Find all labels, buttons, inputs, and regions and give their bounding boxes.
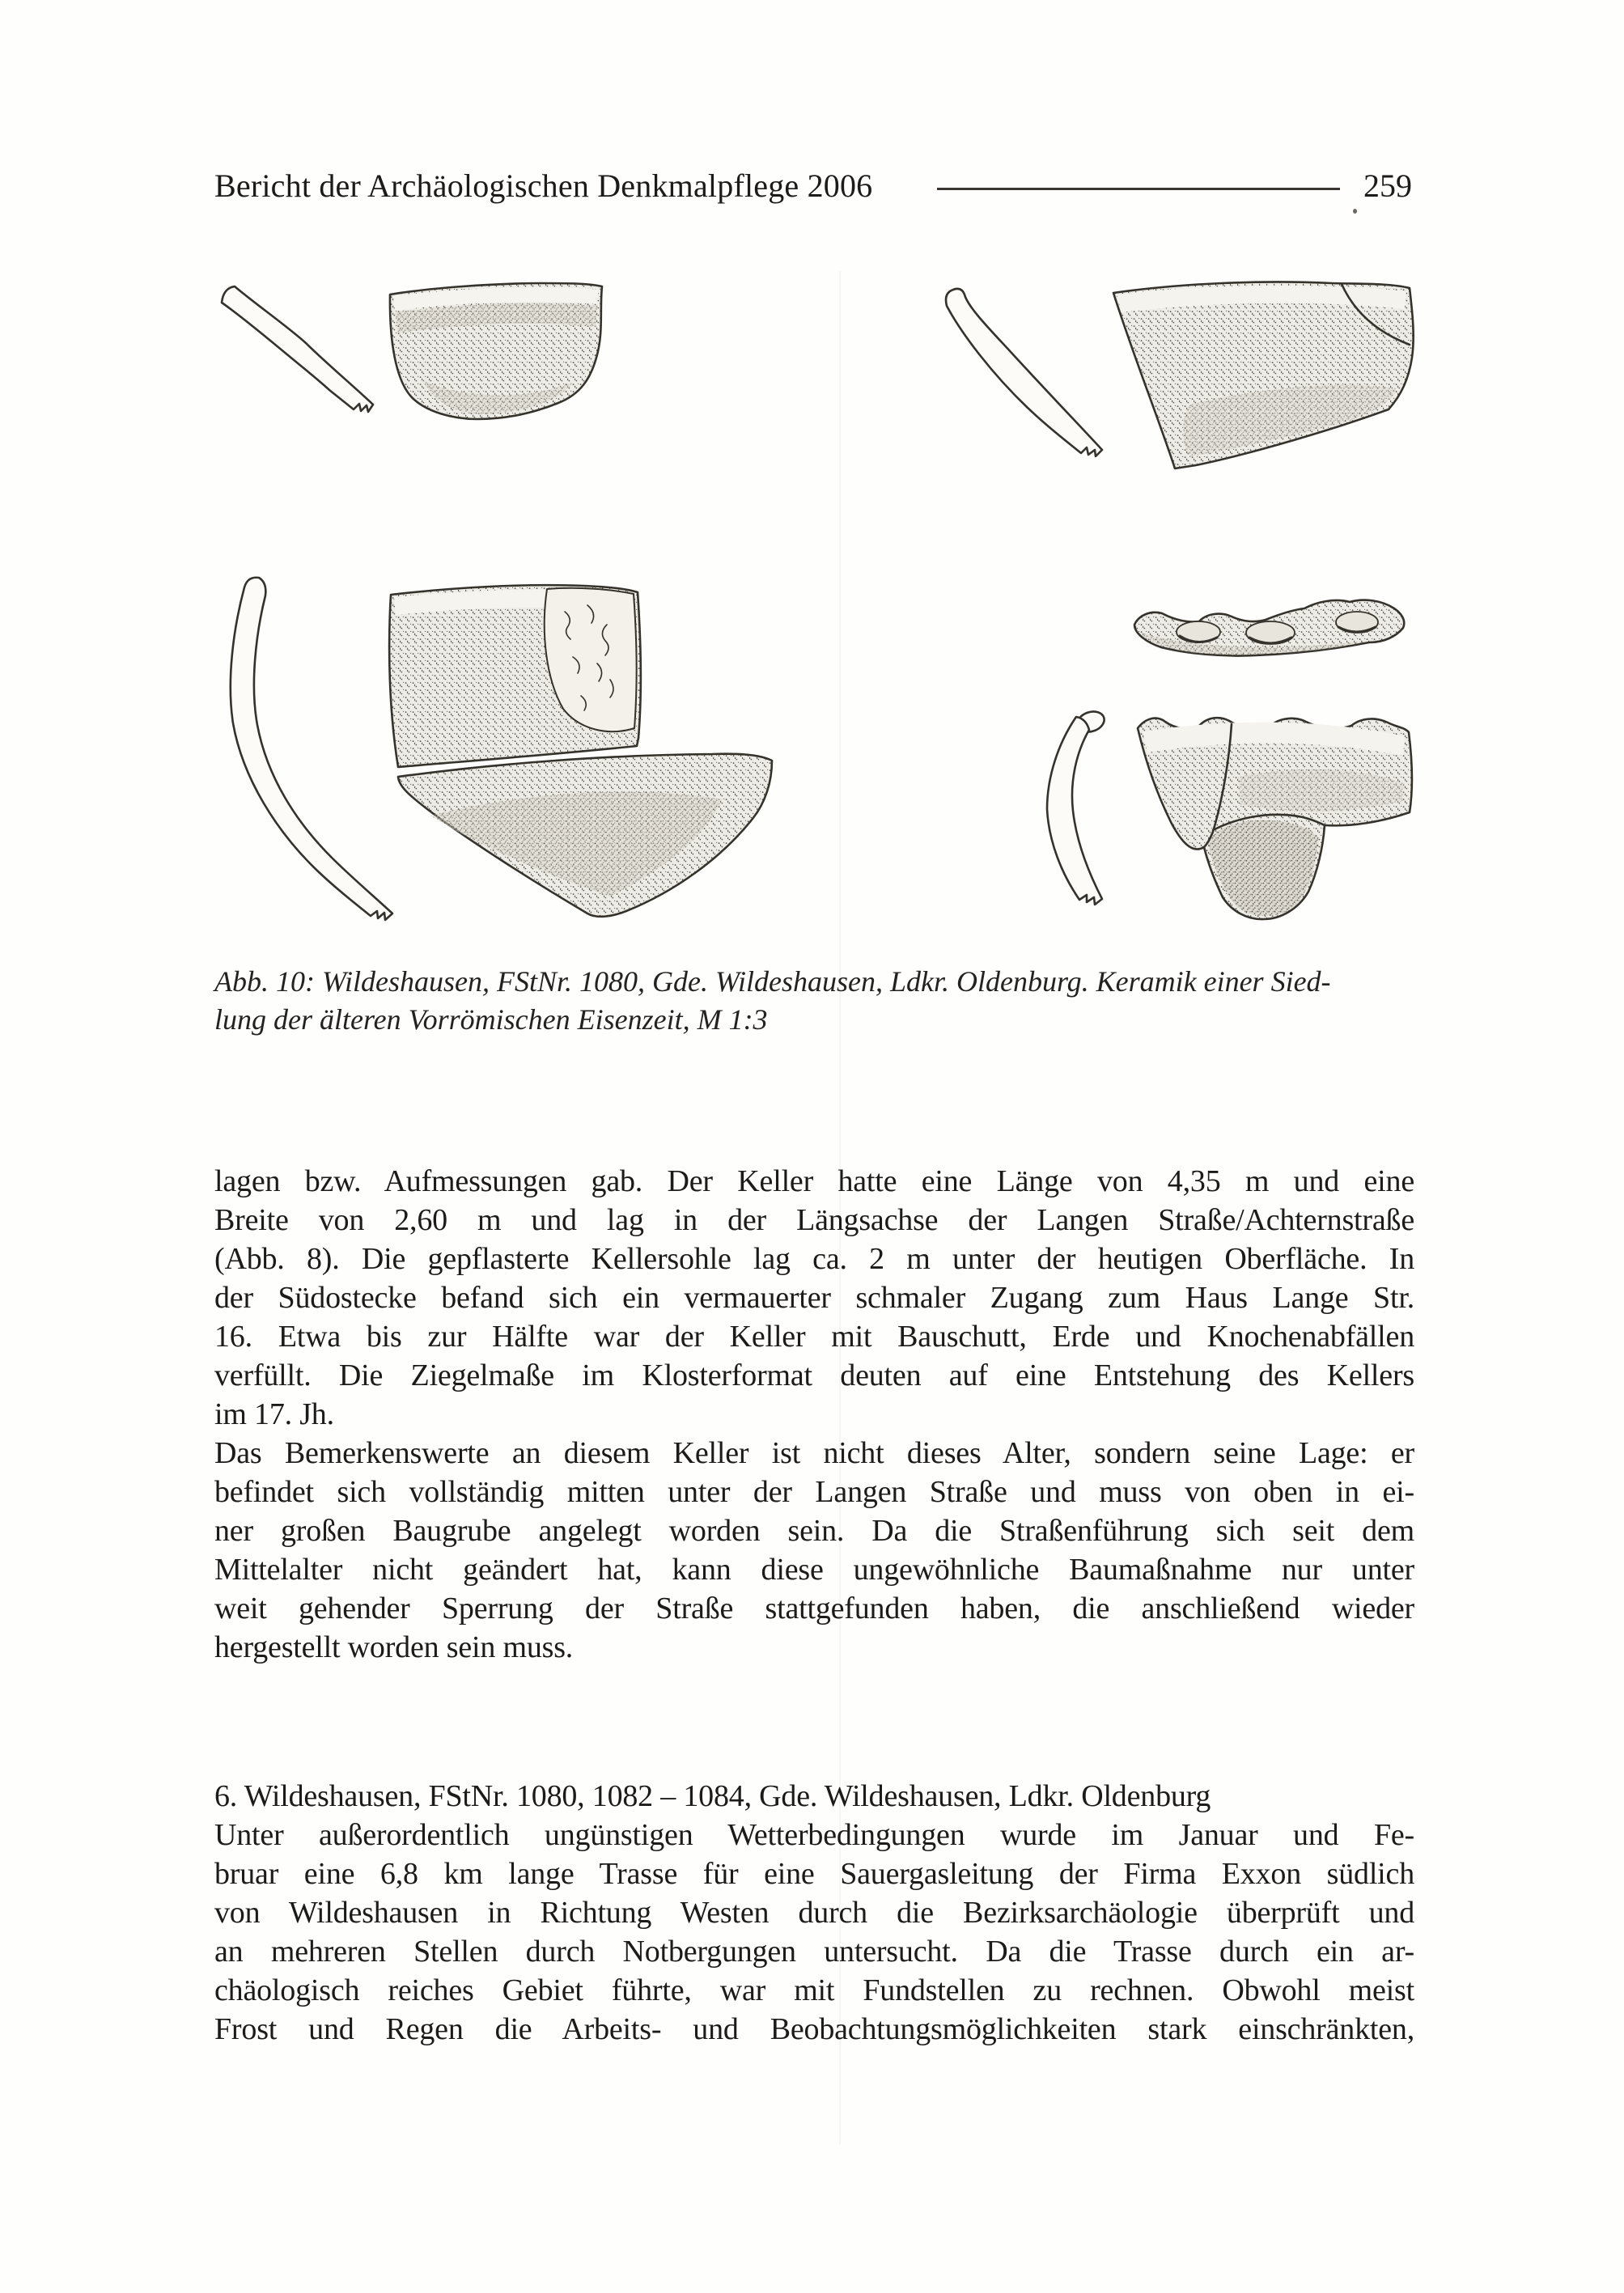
body-text [214,1162,1414,2049]
text-line: (Abb. 8). Die gepflasterte Kellersohle lag ca. 2 m unter der heutigen Oberfläche. In [214,1242,1414,1276]
sherd-group-bottom-right [1047,708,1412,919]
text-line: der Südostecke befand sich ein vermauerter schmaler Zugang zum Haus Lange Str. [214,1281,1414,1315]
paragraph [214,1777,1414,1816]
text-line: ner großen Baugrube angelegt worden sein. Da die Straßenführung sich seit dem [214,1514,1414,1548]
caption-line: lung der älteren Vorrömischen Eisenzeit, M 1:3 [214,1003,768,1036]
text-line: Das Bemerkenswerte an diesem Keller ist nicht dieses Alter, sondern seine Lage: er [214,1436,1414,1470]
header-rule-line [937,188,1340,190]
text-line: 16. Etwa bis zur Hälfte war der Keller mit Bauschutt, Erde und Knochenabfällen [214,1320,1414,1354]
text-line: Unter außerordentlich ungünstigen Wetterbedingungen wurde im Januar und Fe- [214,1818,1414,1852]
text-line: Mittelalter nicht geändert hat, kann diese ungewöhnliche Baumaßnahme nur unter [214,1553,1414,1587]
text-line: chäologisch reiches Gebiet führte, war mit Fundstellen zu rechnen. Obwohl meist [214,1973,1414,2007]
caption-line: Abb. 10: Wildeshausen, FStNr. 1080, Gde. Wildeshausen, Ldkr. Oldenburg. Keramik einer Sied- [214,965,1331,998]
pottery-profile-section-1 [222,286,373,412]
paragraph [214,1162,1414,1434]
sherd-group-right-middle [1134,600,1404,656]
page-number: 259 [1363,167,1412,204]
sherd-group-top-left [222,283,602,419]
pottery-profile-section-3 [231,578,392,920]
paragraph [214,1816,1414,2049]
text-line: im 17. Jh. [214,1397,334,1431]
text-line: weit gehender Sperrung der Straße stattgefunden haben, die anschließend wieder [214,1592,1414,1625]
text-line: bruar eine 6,8 km lange Trasse für eine Sauergasleitung der Firma Exxon südlich [214,1857,1414,1891]
text-line: befindet sich vollständig mitten unter der Langen Straße und muss von oben in ei- [214,1475,1414,1509]
sherd-group-top-right [946,282,1414,469]
pottery-figure-illustration [186,259,1440,947]
text-line: Frost und Regen die Arbeits- und Beobachtungsmöglichkeiten stark einschränkten, [214,2012,1414,2046]
text-line: von Wildeshausen in Richtung Westen durch die Bezirksarchäologie überprüft und [214,1896,1414,1930]
text-line: verfüllt. Die Ziegelmaße im Klosterformat deuten auf eine Entstehung des Kellers [214,1358,1414,1392]
figure-caption [214,963,1414,1039]
scan-artifact-dot [1353,209,1357,214]
text-line: lagen bzw. Aufmessungen gab. Der Keller hatte eine Länge von 4,35 m und eine [214,1164,1414,1198]
running-header-title: Bericht der Archäologischen Denkmalpflege 2006 [214,167,873,204]
text-line: hergestellt worden sein muss. [214,1630,574,1664]
text-line: an mehreren Stellen durch Notbergungen untersucht. Da die Trasse durch ein ar- [214,1935,1414,1969]
text-line: Breite von 2,60 m und lag in der Längsachse der Langen Straße/Achternstraße [214,1203,1414,1237]
pottery-profile-section-2 [946,289,1102,456]
pottery-rim-profile-4 [1047,717,1102,905]
text-line: 6. Wildeshausen, FStNr. 1080, 1082 – 1084, Gde. Wildeshausen, Ldkr. Oldenburg [214,1779,1211,1813]
sherd-group-middle-left [231,578,772,920]
paragraph [214,1434,1414,1667]
